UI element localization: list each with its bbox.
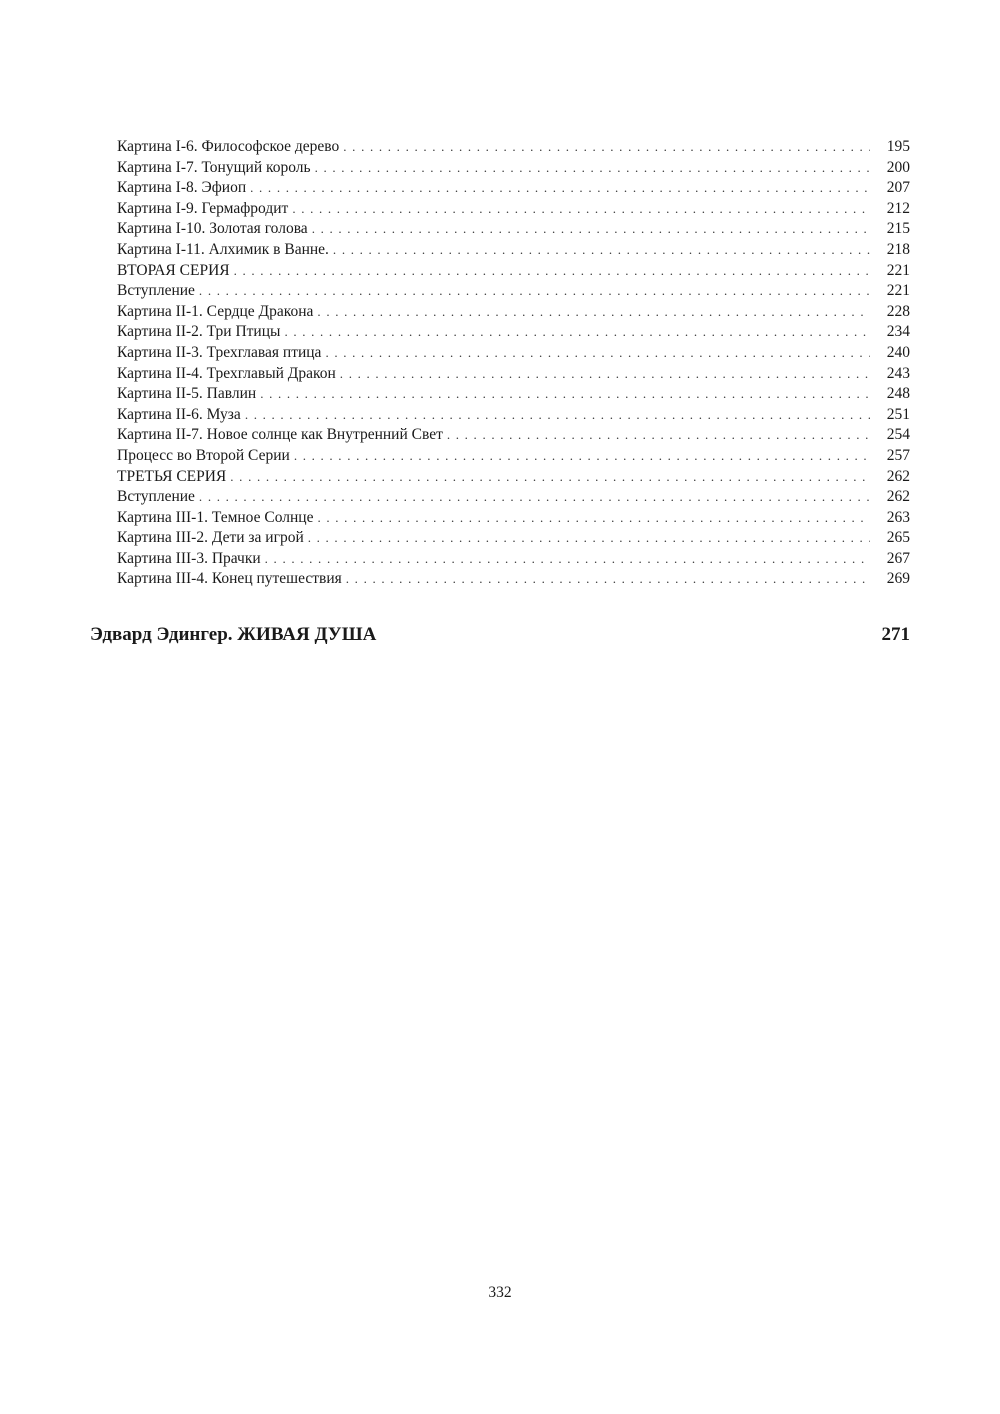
toc-entry-page: 267 xyxy=(886,549,910,567)
dot-leader xyxy=(199,487,870,508)
toc-row xyxy=(117,137,910,158)
toc-entry-title: Процесс во Второй Серии xyxy=(117,446,290,464)
toc-entry-title: Картина I-10. Золотая голова xyxy=(117,220,308,238)
toc-row xyxy=(117,281,910,302)
major-toc-entry xyxy=(90,624,910,646)
toc-row xyxy=(117,549,910,570)
toc-row xyxy=(117,425,910,446)
toc-entry-page: 262 xyxy=(886,467,910,485)
toc-entry-page: 257 xyxy=(886,446,910,464)
toc-row xyxy=(117,569,910,590)
toc-row xyxy=(117,508,910,529)
dot-leader xyxy=(199,281,870,302)
dot-leader xyxy=(308,528,870,549)
toc-entry-title: Картина II-7. Новое солнце как Внутренний Свет xyxy=(117,426,443,444)
toc-entry-page: 240 xyxy=(886,343,910,361)
toc-entry-page: 254 xyxy=(886,426,910,444)
toc-entry-title: Вступление xyxy=(117,282,195,300)
toc-entry-title: Картина II-5. Павлин xyxy=(117,385,257,403)
toc-entry-title: Картина III-4. Конец путешествия xyxy=(117,570,342,588)
dot-leader xyxy=(340,364,870,385)
dot-leader xyxy=(245,405,870,426)
toc-entry-page: 195 xyxy=(886,138,910,155)
toc-entry-title: Картина II-2. Три Птицы xyxy=(117,323,281,341)
toc-entry-title: Картина III-2. Дети за игрой xyxy=(117,529,304,547)
dot-leader xyxy=(260,384,870,405)
toc-row xyxy=(117,158,910,179)
toc-entry-page: 215 xyxy=(886,220,910,238)
dot-leader xyxy=(292,199,870,220)
dot-leader xyxy=(447,425,870,446)
toc-entry-title: Картина II-1. Сердце Дракона xyxy=(117,302,314,320)
toc-row xyxy=(117,446,910,467)
toc-row xyxy=(117,467,910,488)
dot-leader xyxy=(317,508,870,529)
toc-row xyxy=(117,343,910,364)
toc-entry-page: 200 xyxy=(886,158,910,176)
dot-leader xyxy=(265,549,870,570)
toc-entry-title: Вступление xyxy=(117,488,195,506)
toc-entry-title: Картина I-7. Тонущий король xyxy=(117,158,311,176)
dot-leader xyxy=(346,569,870,590)
toc-entry-page: 269 xyxy=(886,570,910,588)
toc-entry-page: 243 xyxy=(886,364,910,382)
toc-entry-page: 265 xyxy=(886,529,910,547)
toc-entry-title: Картина II-3. Трехглавая птица xyxy=(117,343,322,361)
dot-leader xyxy=(317,302,870,323)
toc-entry-title: Картина III-1. Темное Солнце xyxy=(117,508,314,526)
toc-entry-title: Картина I-11. Алхимик в Ванне. xyxy=(117,240,329,258)
toc-row xyxy=(117,219,910,240)
table-of-contents xyxy=(117,137,910,590)
toc-entry-title: ТРЕТЬЯ СЕРИЯ xyxy=(117,467,227,485)
toc-entry-page: 251 xyxy=(886,405,910,423)
toc-entry-page: 212 xyxy=(886,199,910,217)
dot-leader xyxy=(284,322,870,343)
toc-entry-page: 248 xyxy=(886,385,910,403)
toc-row xyxy=(117,322,910,343)
dot-leader xyxy=(333,240,870,261)
dot-leader xyxy=(312,219,870,240)
dot-leader xyxy=(343,137,870,158)
toc-row xyxy=(117,364,910,385)
toc-entry-page: 262 xyxy=(886,488,910,506)
toc-entry-page: 228 xyxy=(886,302,910,320)
toc-row xyxy=(117,302,910,323)
dot-leader xyxy=(234,261,870,282)
toc-row xyxy=(117,240,910,261)
toc-entry-page: 221 xyxy=(886,282,910,300)
dot-leader xyxy=(230,467,870,488)
toc-entry-title: ВТОРАЯ СЕРИЯ xyxy=(117,261,230,279)
toc-entry-title: Картина II-4. Трехглавый Дракон xyxy=(117,364,336,382)
page-number: 332 xyxy=(488,1284,512,1301)
toc-entry-page: 234 xyxy=(886,323,910,341)
toc-entry-page: 263 xyxy=(886,508,910,526)
toc-row xyxy=(117,384,910,405)
toc-entry-page: 218 xyxy=(886,240,910,258)
toc-row xyxy=(117,178,910,199)
toc-entry-title: Картина II-6. Муза xyxy=(117,405,241,423)
toc-row xyxy=(117,199,910,220)
major-entry-page: 271 xyxy=(881,624,910,645)
dot-leader xyxy=(315,158,870,179)
toc-row xyxy=(117,261,910,282)
major-entry-title: Эдвард Эдингер. ЖИВАЯ ДУША xyxy=(90,624,377,645)
toc-entry-page: 207 xyxy=(886,179,910,197)
dot-leader xyxy=(294,446,870,467)
toc-entry-title: Картина III-3. Прачки xyxy=(117,549,261,567)
dot-leader xyxy=(250,178,870,199)
toc-row xyxy=(117,405,910,426)
toc-entry-title: Картина I-9. Гермафродит xyxy=(117,199,289,217)
toc-entry-title: Картина I-6. Философское дерево xyxy=(117,138,340,155)
toc-row xyxy=(117,528,910,549)
toc-row xyxy=(117,487,910,508)
dot-leader xyxy=(325,343,870,364)
toc-entry-title: Картина I-8. Эфиоп xyxy=(117,179,247,197)
toc-entry-page: 221 xyxy=(886,261,910,279)
